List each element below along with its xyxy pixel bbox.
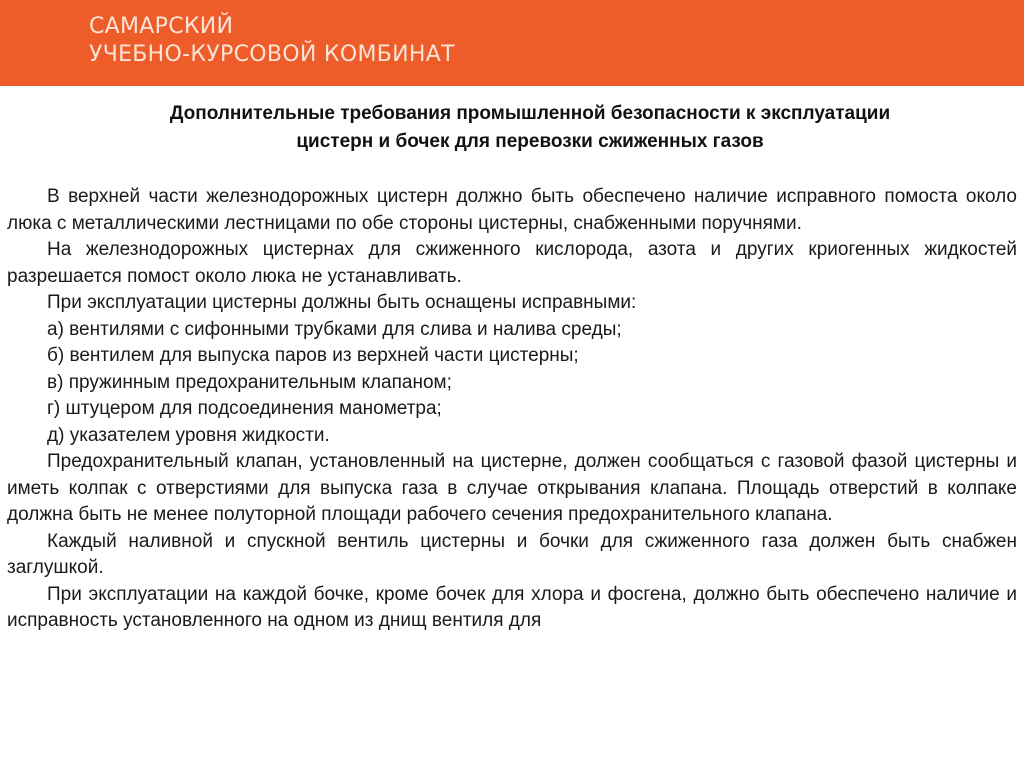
list-item-a: а) вентилями с сифонными трубками для слива и налива среды;: [47, 318, 622, 340]
brand-logo-text: [89, 13, 455, 69]
list-item-e: д) указателем уровня жидкости.: [47, 424, 330, 446]
paragraph-equipment-intro: При эксплуатации цистерны должны быть оснащены исправными:: [47, 292, 637, 313]
header-bar: [0, 0, 1024, 86]
list-item-d: г) штуцером для подсоединения манометра;: [47, 398, 442, 419]
paragraph-safety-valve: Предохранительный клапан, установленный на цистерне, должен сообщаться с газовой фазой цистерны и иметь колпак с отверстиями для выпуска газа в случае открывания клапана. Площадь отверстий в колпаке должна быть не менее полуторной площади рабочего сечения предохранительного клапана.: [7, 451, 1017, 525]
paragraph-platform: В верхней части железнодорожных цистерн должно быть обеспечено наличие исправного помоста около люка с металлическими лестницами по обе стороны цистерны, снабженными поручнями.: [7, 186, 1017, 234]
title-line-1: Дополнительные требования промышленной безопасности к эксплуатации: [169, 103, 891, 124]
paragraph-cryogenic: На железнодорожных цистернах для сжиженного кислорода, азота и других криогенных жидкостей разрешается помост около люка не устанавливать.: [7, 239, 1017, 287]
body-text: [7, 184, 1017, 635]
brand-line-2: УЧЕБНО-КУРСОВОЙ КОМБИНАТ: [89, 42, 455, 67]
title-line-2: цистерн и бочек для перевозки сжиженных газов: [296, 131, 764, 152]
slide-title: [100, 100, 960, 156]
paragraph-plug: Каждый наливной и спускной вентиль цистерны и бочки для сжиженного газа должен быть снабжен заглушкой.: [7, 530, 1017, 578]
slide-content: [0, 86, 1024, 767]
brand-line-1: САМАРСКИЙ: [89, 14, 234, 39]
list-item-c: в) пружинным предохранительным клапаном;: [47, 371, 452, 393]
paragraph-barrel: При эксплуатации на каждой бочке, кроме бочек для хлора и фосгена, должно быть обеспечено наличие и исправность установленного на одном из днищ вентиля для: [7, 583, 1017, 631]
list-item-b: б) вентилем для выпуска паров из верхней части цистерны;: [47, 345, 579, 366]
